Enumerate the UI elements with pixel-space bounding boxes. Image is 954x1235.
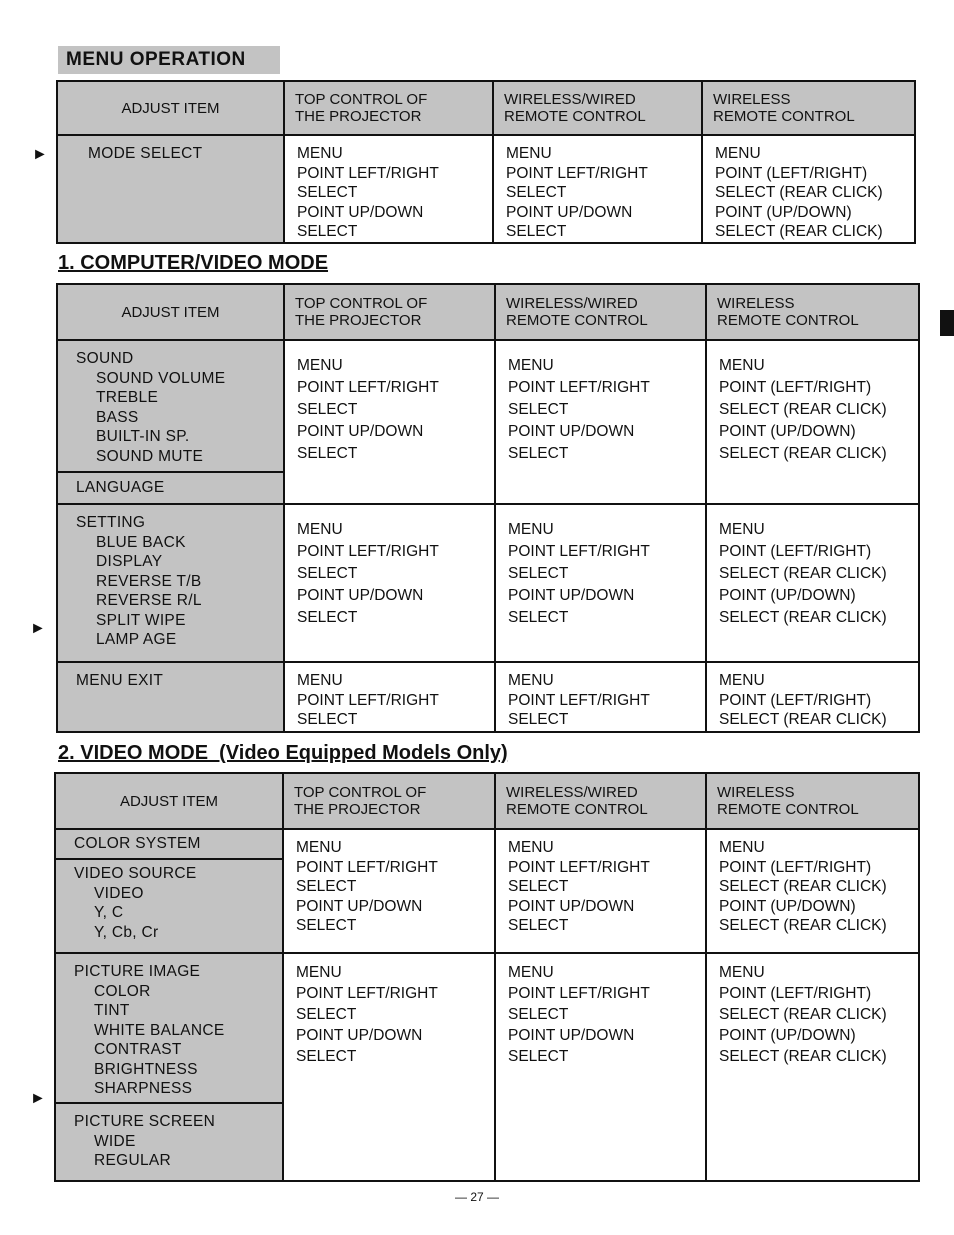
sound-item: SOUND SOUND VOLUME TREBLE BASS BUILT-IN SP. SOUND MUTE <box>57 340 284 472</box>
setting-item: SETTING BLUE BACK DISPLAY REVERSE T/B REVERSE R/L SPLIT WIPE LAMP AGE <box>57 504 284 662</box>
section1-title: 1. COMPUTER/VIDEO MODE <box>58 252 329 274</box>
margin-arrow-icon: ► <box>30 1090 46 1107</box>
computer-video-table <box>56 283 920 733</box>
top-control-header: TOP CONTROL OF THE PROJECTOR <box>284 81 493 135</box>
wireless-remote-ops: MENU POINT (LEFT/RIGHT) SELECT (REAR CLICK) POINT (UP/DOWN) SELECT (REAR CLICK) <box>706 953 919 1181</box>
top-control-ops: MENU POINT LEFT/RIGHT SELECT POINT UP/DOWN SELECT <box>283 829 495 953</box>
wired-remote-ops: MENU POINT LEFT/RIGHT SELECT POINT UP/DOWN SELECT <box>493 135 702 243</box>
adjust-item-header: ADJUST ITEM <box>55 773 283 829</box>
section2-title: 2. VIDEO MODE (Video Equipped Models Only) <box>58 742 508 764</box>
video-mode-table <box>54 772 920 1182</box>
video-source-item: VIDEO SOURCE VIDEO Y, C Y, Cb, Cr <box>55 859 283 953</box>
language-item: LANGUAGE <box>57 472 284 504</box>
edge-tab-marker <box>940 310 954 336</box>
wireless-remote-header: WIRELESS REMOTE CONTROL <box>706 284 919 340</box>
wired-remote-ops: MENU POINT LEFT/RIGHT SELECT <box>495 662 706 732</box>
wireless-remote-ops: MENU POINT (LEFT/RIGHT) SELECT (REAR CLICK) POINT (UP/DOWN) SELECT (REAR CLICK) <box>706 829 919 953</box>
wireless-remote-ops: MENU POINT (LEFT/RIGHT) SELECT (REAR CLICK) POINT (UP/DOWN) SELECT (REAR CLICK) <box>706 504 919 662</box>
wireless-remote-ops: MENU POINT (LEFT/RIGHT) SELECT (REAR CLICK) POINT (UP/DOWN) SELECT (REAR CLICK) <box>702 135 915 243</box>
wired-remote-header: WIRELESS/WIRED REMOTE CONTROL <box>495 773 706 829</box>
wireless-remote-ops: MENU POINT (LEFT/RIGHT) SELECT (REAR CLICK) POINT (UP/DOWN) SELECT (REAR CLICK) <box>706 340 919 504</box>
margin-arrow-icon: ► <box>32 146 48 163</box>
wired-remote-ops: MENU POINT LEFT/RIGHT SELECT POINT UP/DOWN SELECT <box>495 340 706 504</box>
wired-remote-ops: MENU POINT LEFT/RIGHT SELECT POINT UP/DOWN SELECT <box>495 829 706 953</box>
top-control-ops: MENU POINT LEFT/RIGHT SELECT <box>284 662 495 732</box>
wireless-remote-ops: MENU POINT (LEFT/RIGHT) SELECT (REAR CLICK) <box>706 662 919 732</box>
wireless-remote-header: WIRELESS REMOTE CONTROL <box>702 81 915 135</box>
adjust-item-header: ADJUST ITEM <box>57 81 284 135</box>
wired-remote-header: WIRELESS/WIRED REMOTE CONTROL <box>493 81 702 135</box>
page-number: — 27 — <box>454 1190 499 1204</box>
adjust-item-header: ADJUST ITEM <box>57 284 284 340</box>
wireless-remote-header: WIRELESS REMOTE CONTROL <box>706 773 919 829</box>
top-control-ops: MENU POINT LEFT/RIGHT SELECT POINT UP/DOWN SELECT <box>283 953 495 1181</box>
top-control-ops: MENU POINT LEFT/RIGHT SELECT POINT UP/DOWN SELECT <box>284 504 495 662</box>
wired-remote-header: WIRELESS/WIRED REMOTE CONTROL <box>495 284 706 340</box>
menu-exit-item: MENU EXIT <box>57 662 284 732</box>
picture-screen-item: PICTURE SCREEN WIDE REGULAR <box>55 1103 283 1181</box>
mode-select-table <box>56 80 916 244</box>
page-title: MENU OPERATION <box>58 46 280 74</box>
top-control-ops: MENU POINT LEFT/RIGHT SELECT POINT UP/DOWN SELECT <box>284 135 493 243</box>
top-control-ops: MENU POINT LEFT/RIGHT SELECT POINT UP/DOWN SELECT <box>284 340 495 504</box>
top-control-header: TOP CONTROL OF THE PROJECTOR <box>284 284 495 340</box>
top-control-header: TOP CONTROL OF THE PROJECTOR <box>283 773 495 829</box>
wired-remote-ops: MENU POINT LEFT/RIGHT SELECT POINT UP/DOWN SELECT <box>495 953 706 1181</box>
margin-arrow-icon: ► <box>30 620 46 637</box>
mode-select-item: MODE SELECT <box>57 135 284 243</box>
wired-remote-ops: MENU POINT LEFT/RIGHT SELECT POINT UP/DOWN SELECT <box>495 504 706 662</box>
color-system-item: COLOR SYSTEM <box>55 829 283 859</box>
picture-image-item: PICTURE IMAGE COLOR TINT WHITE BALANCE CONTRAST BRIGHTNESS SHARPNESS <box>55 953 283 1103</box>
